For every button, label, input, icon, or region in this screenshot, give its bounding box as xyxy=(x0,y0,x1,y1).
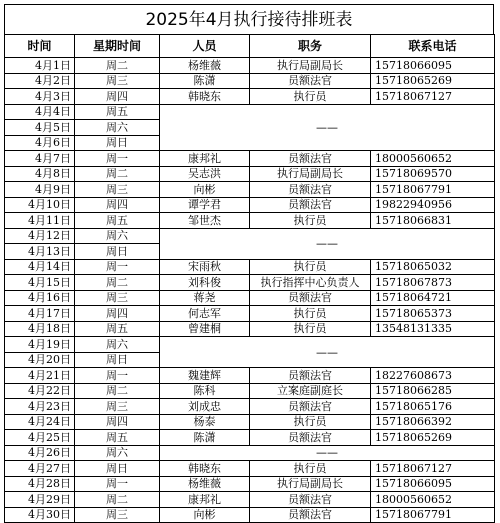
cell-weekday: 周一 xyxy=(75,151,160,167)
cell-date: 4月7日 xyxy=(5,151,75,167)
cell-phone: 15718064721 xyxy=(371,290,495,306)
cell-role: 员额法官 xyxy=(250,368,371,384)
cell-role: 执行员 xyxy=(250,213,371,229)
cell-date: 4月11日 xyxy=(5,213,75,229)
cell-weekday: 周三 xyxy=(75,290,160,306)
cell-weekday: 周五 xyxy=(75,213,160,229)
cell-date: 4月8日 xyxy=(5,166,75,182)
cell-phone: 15718065373 xyxy=(371,306,495,322)
cell-date: 4月1日 xyxy=(5,58,75,74)
cell-name: 陈潇 xyxy=(160,430,250,446)
cell-phone: 15718066392 xyxy=(371,414,495,430)
table-row xyxy=(5,337,495,353)
header-name: 人员 xyxy=(160,35,250,58)
cell-name: 向彬 xyxy=(160,507,250,523)
cell-date: 4月16日 xyxy=(5,290,75,306)
cell-date: 4月18日 xyxy=(5,321,75,337)
cell-weekday: 周四 xyxy=(75,306,160,322)
cell-weekday: 周日 xyxy=(75,352,160,368)
cell-phone: 15718065269 xyxy=(371,430,495,446)
cell-role: 执行员 xyxy=(250,89,371,105)
cell-name: 康邦礼 xyxy=(160,151,250,167)
cell-name: 杨维薇 xyxy=(160,58,250,74)
cell-weekday: 周五 xyxy=(75,104,160,120)
cell-phone: 19822940956 xyxy=(371,197,495,213)
cell-role: 员额法官 xyxy=(250,430,371,446)
cell-role: 执行员 xyxy=(250,259,371,275)
table-row xyxy=(5,445,495,461)
cell-weekday: 周二 xyxy=(75,275,160,291)
cell-name: 刘科俊 xyxy=(160,275,250,291)
table-row xyxy=(5,228,495,244)
cell-date: 4月30日 xyxy=(5,507,75,523)
cell-role: 员额法官 xyxy=(250,151,371,167)
cell-name: 韩晓东 xyxy=(160,89,250,105)
cell-date: 4月21日 xyxy=(5,368,75,384)
cell-phone: 13548131335 xyxy=(371,321,495,337)
table-row xyxy=(5,306,495,322)
cell-phone: 15718065176 xyxy=(371,399,495,415)
cell-name: 谭学君 xyxy=(160,197,250,213)
cell-role: 立案庭副庭长 xyxy=(250,383,371,399)
cell-name: 康邦礼 xyxy=(160,492,250,508)
page-title: 2025年4月执行接待排班表 xyxy=(4,4,494,34)
cell-weekday: 周日 xyxy=(75,135,160,151)
cell-weekday: 周六 xyxy=(75,445,160,461)
table-row xyxy=(5,414,495,430)
table-row xyxy=(5,430,495,446)
cell-weekday: 周二 xyxy=(75,166,160,182)
cell-role: 执行员 xyxy=(250,321,371,337)
cell-no-duty: —— xyxy=(160,445,495,461)
cell-name: 杨维薇 xyxy=(160,476,250,492)
cell-role: 执行指挥中心负责人 xyxy=(250,275,371,291)
cell-role: 员额法官 xyxy=(250,290,371,306)
table-row xyxy=(5,476,495,492)
cell-role: 员额法官 xyxy=(250,182,371,198)
cell-weekday: 周三 xyxy=(75,182,160,198)
table-row xyxy=(5,492,495,508)
cell-date: 4月23日 xyxy=(5,399,75,415)
cell-phone: 18000560652 xyxy=(371,492,495,508)
cell-weekday: 周五 xyxy=(75,321,160,337)
cell-date: 4月2日 xyxy=(5,73,75,89)
cell-phone: 15718066095 xyxy=(371,58,495,74)
cell-phone: 18000560652 xyxy=(371,151,495,167)
cell-phone: 15718066831 xyxy=(371,213,495,229)
cell-weekday: 周一 xyxy=(75,476,160,492)
cell-date: 4月26日 xyxy=(5,445,75,461)
cell-name: 吴志洪 xyxy=(160,166,250,182)
cell-phone: 15718069570 xyxy=(371,166,495,182)
cell-date: 4月14日 xyxy=(5,259,75,275)
cell-role: 执行员 xyxy=(250,414,371,430)
cell-weekday: 周日 xyxy=(75,244,160,260)
table-row xyxy=(5,290,495,306)
cell-phone: 15718067127 xyxy=(371,461,495,477)
cell-name: 何志军 xyxy=(160,306,250,322)
schedule-body xyxy=(5,58,495,523)
cell-phone: 15718067873 xyxy=(371,275,495,291)
cell-weekday: 周三 xyxy=(75,507,160,523)
cell-phone: 15718067791 xyxy=(371,507,495,523)
cell-weekday: 周二 xyxy=(75,383,160,399)
header-weekday: 星期时间 xyxy=(75,35,160,58)
cell-phone: 15718066285 xyxy=(371,383,495,399)
cell-name: 魏建辉 xyxy=(160,368,250,384)
cell-role: 员额法官 xyxy=(250,399,371,415)
cell-role: 执行员 xyxy=(250,306,371,322)
cell-weekday: 周一 xyxy=(75,368,160,384)
cell-weekday: 周四 xyxy=(75,89,160,105)
cell-weekday: 周三 xyxy=(75,73,160,89)
cell-date: 4月27日 xyxy=(5,461,75,477)
cell-weekday: 周六 xyxy=(75,228,160,244)
table-row xyxy=(5,213,495,229)
cell-name: 刘成忠 xyxy=(160,399,250,415)
table-row xyxy=(5,182,495,198)
cell-date: 4月4日 xyxy=(5,104,75,120)
cell-phone: 15718065269 xyxy=(371,73,495,89)
cell-name: 向彬 xyxy=(160,182,250,198)
table-row xyxy=(5,275,495,291)
table-row xyxy=(5,383,495,399)
cell-role: 员额法官 xyxy=(250,507,371,523)
table-row xyxy=(5,151,495,167)
cell-phone: 15718067791 xyxy=(371,182,495,198)
schedule-table xyxy=(4,34,495,523)
header-phone: 联系电话 xyxy=(371,35,495,58)
cell-date: 4月17日 xyxy=(5,306,75,322)
cell-phone: 18227608673 xyxy=(371,368,495,384)
cell-date: 4月20日 xyxy=(5,352,75,368)
cell-weekday: 周五 xyxy=(75,430,160,446)
table-row xyxy=(5,197,495,213)
cell-date: 4月3日 xyxy=(5,89,75,105)
cell-date: 4月15日 xyxy=(5,275,75,291)
cell-weekday: 周四 xyxy=(75,414,160,430)
cell-name: 宋雨秋 xyxy=(160,259,250,275)
table-row xyxy=(5,507,495,523)
table-row xyxy=(5,368,495,384)
cell-date: 4月5日 xyxy=(5,120,75,136)
cell-name: 曾建桐 xyxy=(160,321,250,337)
cell-name: 杨泰 xyxy=(160,414,250,430)
table-row xyxy=(5,104,495,120)
table-row xyxy=(5,166,495,182)
cell-weekday: 周日 xyxy=(75,461,160,477)
cell-weekday: 周一 xyxy=(75,259,160,275)
cell-weekday: 周六 xyxy=(75,120,160,136)
cell-name: 蒋尧 xyxy=(160,290,250,306)
cell-phone: 15718065032 xyxy=(371,259,495,275)
cell-date: 4月29日 xyxy=(5,492,75,508)
cell-role: 执行局副局长 xyxy=(250,58,371,74)
cell-role: 执行局副局长 xyxy=(250,476,371,492)
cell-no-duty: —— xyxy=(160,228,495,259)
table-row xyxy=(5,73,495,89)
cell-no-duty: —— xyxy=(160,337,495,368)
cell-phone: 15718066095 xyxy=(371,476,495,492)
cell-date: 4月13日 xyxy=(5,244,75,260)
schedule-sheet xyxy=(4,4,494,523)
table-row xyxy=(5,321,495,337)
cell-name: 陈潇 xyxy=(160,73,250,89)
table-row xyxy=(5,259,495,275)
table-row xyxy=(5,58,495,74)
table-row xyxy=(5,89,495,105)
cell-date: 4月9日 xyxy=(5,182,75,198)
cell-role: 执行局副局长 xyxy=(250,166,371,182)
cell-weekday: 周二 xyxy=(75,492,160,508)
header-date: 时间 xyxy=(5,35,75,58)
cell-date: 4月24日 xyxy=(5,414,75,430)
cell-name: 陈科 xyxy=(160,383,250,399)
cell-weekday: 周四 xyxy=(75,197,160,213)
cell-name: 韩晓东 xyxy=(160,461,250,477)
cell-date: 4月25日 xyxy=(5,430,75,446)
cell-date: 4月10日 xyxy=(5,197,75,213)
table-row xyxy=(5,399,495,415)
cell-date: 4月28日 xyxy=(5,476,75,492)
cell-role: 员额法官 xyxy=(250,492,371,508)
cell-no-duty: —— xyxy=(160,104,495,151)
cell-name: 邹世杰 xyxy=(160,213,250,229)
cell-phone: 15718067127 xyxy=(371,89,495,105)
cell-role: 执行员 xyxy=(250,461,371,477)
header-row xyxy=(5,35,495,58)
cell-date: 4月12日 xyxy=(5,228,75,244)
cell-role: 员额法官 xyxy=(250,73,371,89)
table-row xyxy=(5,461,495,477)
cell-date: 4月6日 xyxy=(5,135,75,151)
cell-date: 4月22日 xyxy=(5,383,75,399)
cell-weekday: 周二 xyxy=(75,58,160,74)
cell-role: 员额法官 xyxy=(250,197,371,213)
cell-weekday: 周六 xyxy=(75,337,160,353)
cell-date: 4月19日 xyxy=(5,337,75,353)
header-role: 职务 xyxy=(250,35,371,58)
cell-weekday: 周三 xyxy=(75,399,160,415)
